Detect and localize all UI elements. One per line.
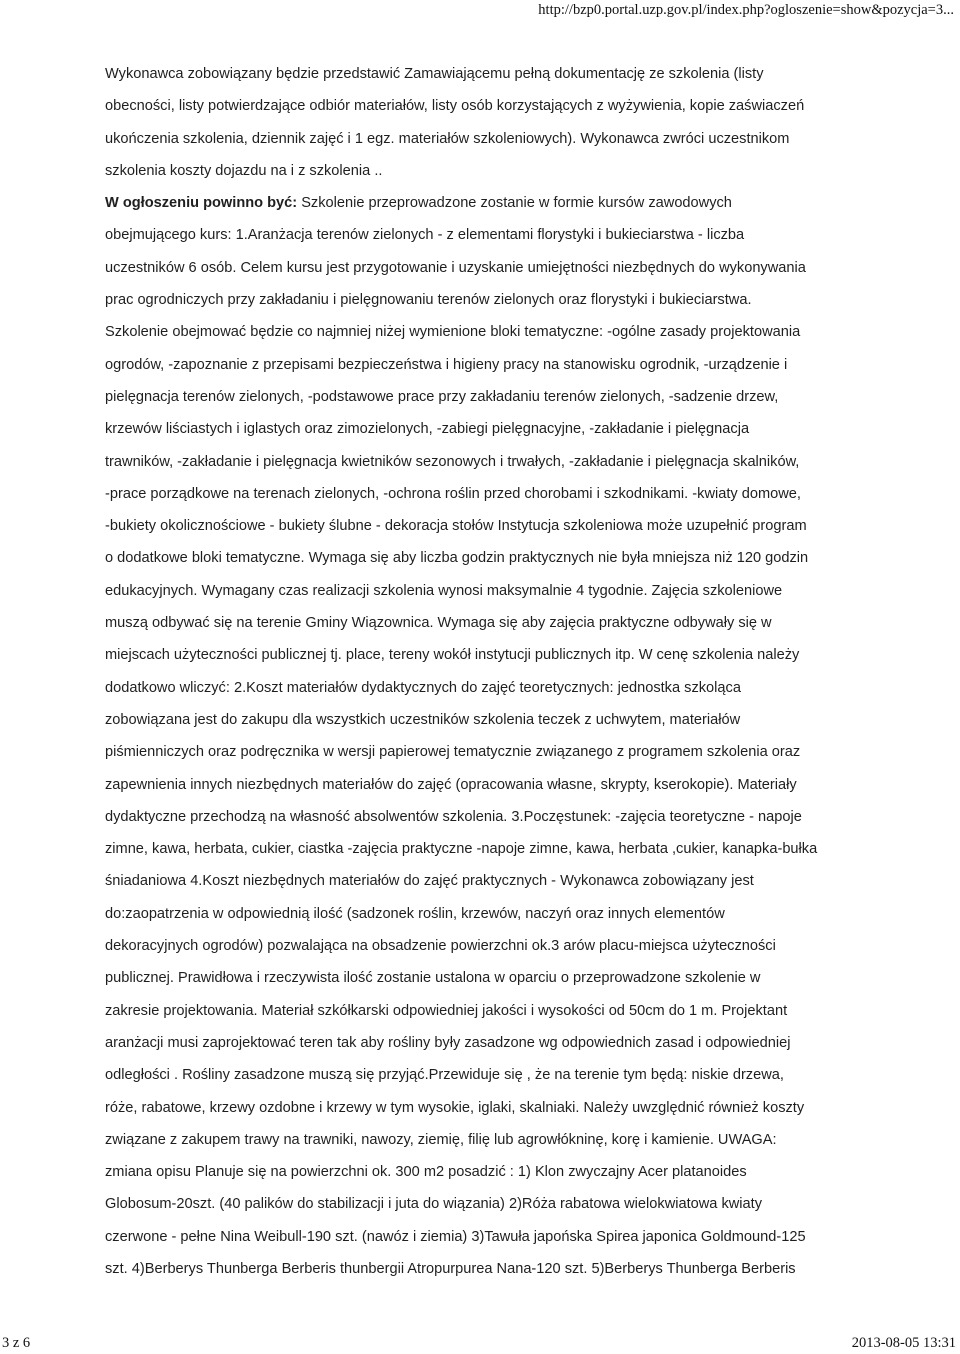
body-line: Szkolenie obejmować będzie co najmniej niżej wymienione bloki tematyczne: -ogólne zasady projektowania: [105, 324, 801, 341]
document-body: [105, 58, 905, 1285]
body-line: edukacyjnych. Wymagany czas realizacji szkolenia wynosi maksymalnie 4 tygodnie. Zajęcia szkoleniowe: [105, 582, 783, 599]
body-line: -prace porządkowe na terenach zielonych, -ochrona roślin przed chorobami i szkodnikami. -kwiaty domowe,: [105, 485, 801, 502]
body-line: zobowiązana jest do zakupu dla wszystkich uczestników szkolenia teczek z uchwytem, materiałów: [105, 711, 741, 728]
body-line: dydaktyczne przechodzą na własność absolwentów szkolenia. 3.Poczęstunek: -zajęcia teoretyczne - napoje: [105, 808, 802, 825]
body-line: -bukiety okolicznościowe - bukiety ślubne - dekoracja stołów Instytucja szkoleniowa może uzupełnić program: [105, 518, 807, 535]
body-line: zimne, kawa, herbata, cukier, ciastka -zajęcia praktyczne -napoje zimne, kawa, herbata ,cukier, kanapka-bułka: [105, 841, 818, 858]
body-line: prac ogrodniczych przy zakładaniu i pielęgnowaniu terenów zielonych oraz florystyki i bukieciarstwa.: [105, 292, 752, 309]
body-line: aranżacji musi zaprojektować teren tak aby rośliny były zasadzone wg odpowiednich zasad i odpowiedniej: [105, 1034, 791, 1051]
page-url: http://bzp0.portal.uzp.gov.pl/index.php?ogloszenie=show&pozycja=3...: [538, 2, 954, 18]
body-line: odległości . Rośliny zasadzone muszą się przyjąć.Przewiduje się , że na terenie tym będą: niskie drzewa,: [105, 1067, 784, 1084]
body-line: ogrodów, -zapoznanie z przepisami bezpieczeństwa i higieny pracy na stanowisku ogrodnik, -urządzenie i: [105, 356, 788, 373]
body-line: zakresie projektowania. Materiał szkółkarski odpowiedniej jakości i wysokości od 50cm do 1 m. Projektant: [105, 1002, 788, 1019]
section-label: W ogłoszeniu powinno być:: [105, 195, 298, 212]
body-line: zapewnienia innych niezbędnych materiałów do zajęć (opracowania własne, skrypty, kserokopie). Materiały: [105, 776, 797, 793]
body-line: zmiana opisu Planuje się na powierzchni ok. 300 m2 posadzić : 1) Klon zwyczajny Acer platanoides: [105, 1164, 747, 1181]
body-line: szkolenia koszty dojazdu na i z szkolenia ..: [105, 162, 383, 179]
body-line: dekoracyjnych ogrodów) pozwalająca na obsadzenie powierzchni ok.3 arów placu-miejsca użyteczności: [105, 938, 776, 955]
body-line: krzewów liściastych i iglastych oraz zimozielonych, -zabiegi pielęgnacyjne, -zakładanie i pielęgnacja: [105, 421, 750, 438]
body-line: szt. 4)Berberys Thunberga Berberis thunbergii Atropurpurea Nana-120 szt. 5)Berberys Thunberga Berberis: [105, 1260, 796, 1277]
body-line: czerwone - pełne Nina Weibull-190 szt. (nawóz i ziemia) 3)Tawuła japońska Spirea japonica Goldmound-125: [105, 1228, 806, 1245]
body-line: muszą odbywać się na terenie Gminy Wiązownica. Wymaga się aby zajęcia praktyczne odbywały się w: [105, 615, 772, 632]
body-line: publicznej. Prawidłowa i rzeczywista ilość zostanie ustalona w oparciu o przeprowadzone szkolenie w: [105, 970, 761, 987]
page-number: 3 z 6: [2, 1335, 31, 1351]
body-line: uczestników 6 osób. Celem kursu jest przygotowanie i uzyskanie umiejętności niezbędnych do wykonywania: [105, 259, 806, 276]
body-line: piśmienniczych oraz podręcznika w wersji papierowej tematycznie związanego z programem szkolenia oraz: [105, 744, 801, 761]
body-line: miejscach użyteczności publicznej tj. place, tereny wokół instytucji publicznych itp. W cenę szkolenia należy: [105, 647, 800, 664]
body-line: ukończenia szkolenia, dziennik zajęć i 1 egz. materiałów szkoleniowych). Wykonawca zwróci uczestnikom: [105, 130, 790, 147]
body-line: Globosum-20szt. (40 palików do stabilizacji i juta do wiązania) 2)Róża rabatowa wielokwiatowa kwiaty: [105, 1196, 763, 1213]
body-line: związane z zakupem trawy na trawniki, nawozy, ziemię, filię lub agrowłókninę, korę i kamienie. UWAGA:: [105, 1131, 777, 1148]
body-line-text: Szkolenie przeprowadzone zostanie w formie kursów zawodowych: [297, 195, 732, 212]
body-line: pielęgnacja terenów zielonych, -podstawowe prace przy zakładaniu terenów zielonych, -sadzenie drzew,: [105, 388, 779, 405]
body-line: obejmującego kurs: 1.Aranżacja terenów zielonych - z elementami florystyki i bukieciarstwa - liczba: [105, 227, 745, 244]
body-line: róże, rabatowe, krzewy ozdobne i krzewy w tym wysokie, iglaki, skalniaki. Należy uwzględnić również koszty: [105, 1099, 805, 1116]
body-line: śniadaniowa 4.Koszt niezbędnych materiałów do zajęć praktycznych - Wykonawca zobowiązany jest: [105, 873, 754, 890]
print-timestamp: 2013-08-05 13:31: [851, 1335, 956, 1351]
body-line: o dodatkowe bloki tematyczne. Wymaga się aby liczba godzin praktycznych nie była mniejsza niż 120 godzin: [105, 550, 809, 567]
body-line: dodatkowo wliczyć: 2.Koszt materiałów dydaktycznych do zajęć teoretycznych: jednostka szkoląca: [105, 679, 741, 696]
body-line: do:zaopatrzenia w odpowiednią ilość (sadzonek roślin, krzewów, naczyń oraz innych elementów: [105, 905, 725, 922]
body-line: trawników, -zakładanie i pielęgnacja kwietników sezonowych i trwałych, -zakładanie i pielęgnacja skalników,: [105, 453, 800, 470]
body-line: obecności, listy potwierdzające odbiór materiałów, listy osób korzystających z wyżywienia, kopie zaświaczeń: [105, 98, 805, 115]
body-line: Wykonawca zobowiązany będzie przedstawić Zamawiającemu pełną dokumentację ze szkolenia (listy: [105, 66, 764, 82]
body-line-with-label: [105, 187, 905, 219]
